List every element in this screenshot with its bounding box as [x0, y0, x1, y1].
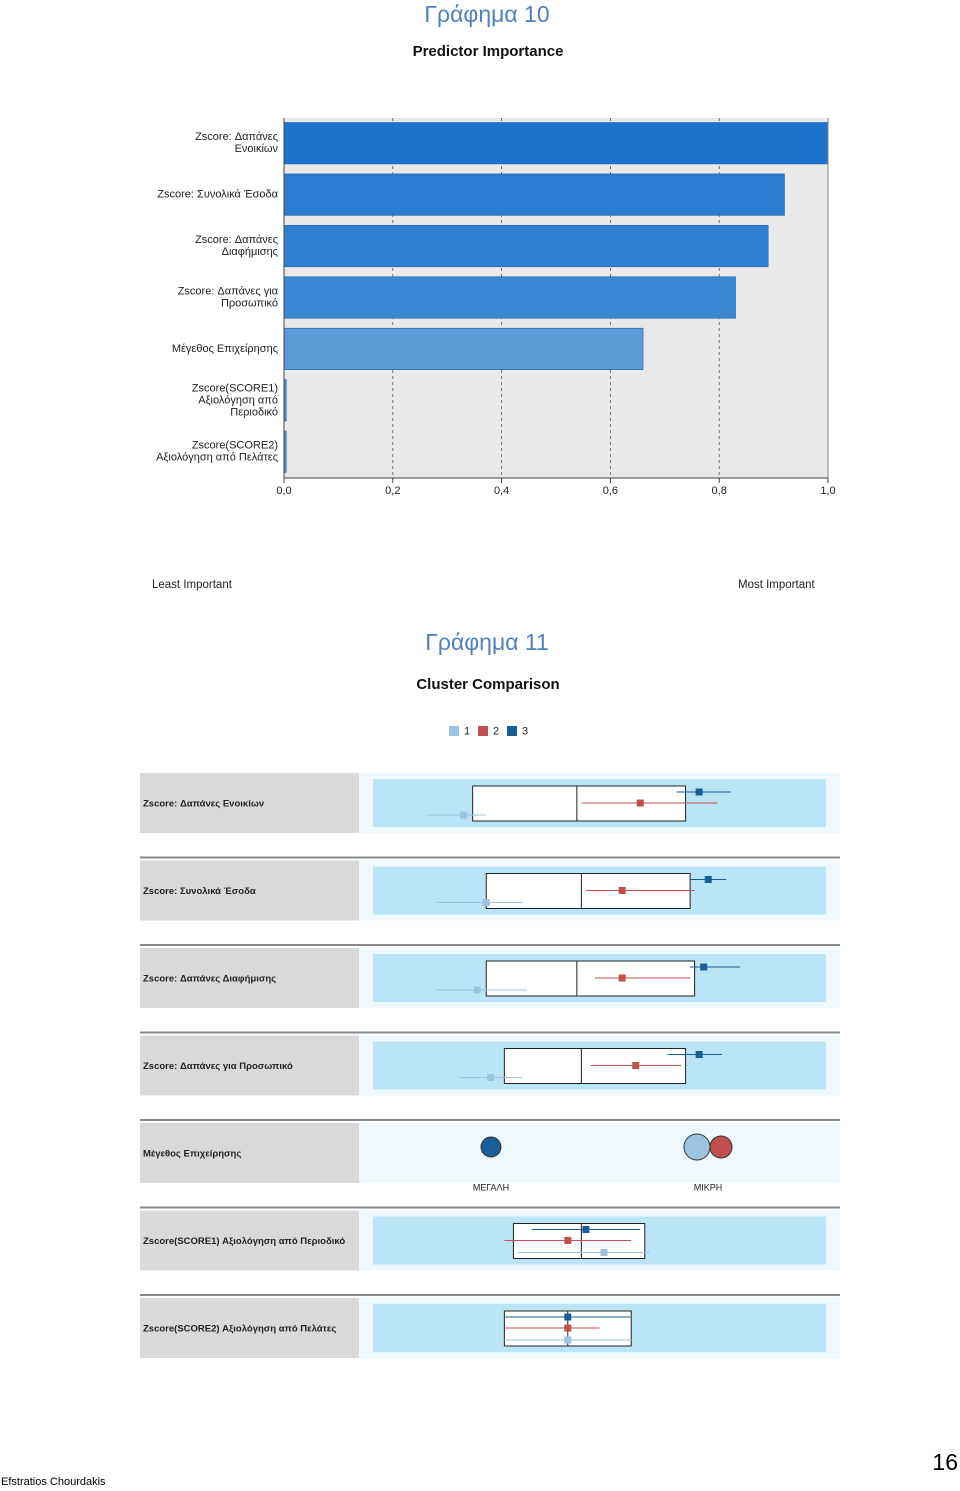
cluster-3-marker [564, 1314, 571, 1321]
cluster-2-mode-circle [710, 1136, 732, 1158]
x-tick-label: 0,4 [493, 484, 510, 497]
category-label: Zscore(SCORE1) [191, 382, 278, 395]
x-tick-label: 0,0 [276, 484, 292, 497]
cluster-3-marker [696, 1051, 703, 1058]
row-label: Zscore: Δαπάνες για Προσωπικό [143, 1061, 293, 1073]
cluster-3-marker [582, 1226, 589, 1233]
x-tick-label: 0,6 [602, 484, 619, 497]
row-label: Zscore: Συνολικά Έσοδα [143, 886, 256, 898]
figure-10-heading: Γράφημα 10 [424, 1, 550, 27]
cluster-comparison-chart [0, 715, 960, 1375]
category-label: ΜΙΚΡΗ [693, 1182, 723, 1193]
cluster-3-marker [700, 964, 707, 971]
cluster-1-marker [487, 1074, 494, 1081]
legend-label: 1 [464, 725, 471, 738]
cluster-2-marker [619, 975, 626, 982]
legend-label: 3 [522, 725, 529, 738]
row-label: Zscore: Δαπάνες Ενοικίων [143, 798, 265, 810]
category-label: Zscore: Δαπάνες [195, 233, 278, 246]
cluster-2-marker [619, 887, 626, 894]
x-tick-label: 0,2 [385, 484, 401, 497]
category-label: Αξιολόγηση από [198, 394, 278, 407]
cluster-3-marker [696, 789, 703, 796]
importance-bar [284, 174, 784, 215]
row-label: Zscore: Δαπάνες Διαφήμισης [143, 973, 277, 985]
category-label: Zscore: Δαπάνες [195, 131, 278, 144]
importance-bar [284, 277, 736, 318]
category-label: Zscore(SCORE2) [191, 439, 278, 452]
cluster-2-marker [564, 1325, 571, 1332]
category-label: Zscore: Συνολικά Έσοδα [157, 188, 278, 201]
figure-11-heading: Γράφημα 11 [425, 629, 549, 655]
most-important-label: Most Important [738, 579, 815, 591]
legend-swatch [449, 726, 459, 736]
category-label: Προσωπικό [220, 297, 278, 310]
category-label: Αξιολόγηση από Πελάτες [156, 451, 278, 464]
category-label: Ενοικίων [234, 143, 278, 156]
predictor-importance-chart [0, 100, 960, 510]
cluster-1-mode-circle [684, 1134, 710, 1160]
category-label: Μέγεθος Επιχείρησης [171, 342, 278, 355]
cluster-2-marker [637, 800, 644, 807]
x-tick-label: 0,8 [711, 484, 727, 497]
row-panel [359, 1123, 840, 1183]
row-label: Zscore(SCORE1) Αξιολόγηση από Περιοδικό [143, 1236, 346, 1248]
cluster-3-mode-circle [481, 1137, 501, 1157]
legend-label: 2 [493, 725, 500, 738]
cluster-comparison-title: Cluster Comparison [416, 676, 560, 693]
importance-bar [284, 328, 643, 369]
category-label: Διαφήμισης [221, 245, 278, 258]
least-important-label: Least Important [152, 579, 232, 591]
importance-bar [284, 225, 768, 266]
row-label: Zscore(SCORE2) Αξιολόγηση από Πελάτες [143, 1323, 337, 1335]
legend-swatch [478, 726, 488, 736]
cluster-1-marker [460, 812, 467, 819]
category-label: Zscore: Δαπάνες για [177, 285, 278, 298]
row-label: Μέγεθος Επιχείρησης [143, 1148, 242, 1160]
category-label: Περιοδικό [230, 406, 278, 419]
predictor-importance-title: Predictor Importance [412, 43, 564, 60]
cluster-1-marker [564, 1337, 571, 1344]
cluster-2-marker [632, 1062, 639, 1069]
x-tick-label: 1,0 [820, 484, 836, 497]
page-number: 16 [932, 1449, 958, 1475]
cluster-3-marker [705, 876, 712, 883]
cluster-1-marker [601, 1249, 608, 1256]
cluster-1-marker [474, 987, 481, 994]
category-label: ΜΕΓΑΛΗ [472, 1182, 510, 1193]
cluster-2-marker [564, 1237, 571, 1244]
importance-bar [284, 123, 828, 164]
legend-swatch [507, 726, 517, 736]
footer-author: Efstratios Chourdakis [1, 1476, 106, 1488]
cluster-1-marker [483, 899, 490, 906]
